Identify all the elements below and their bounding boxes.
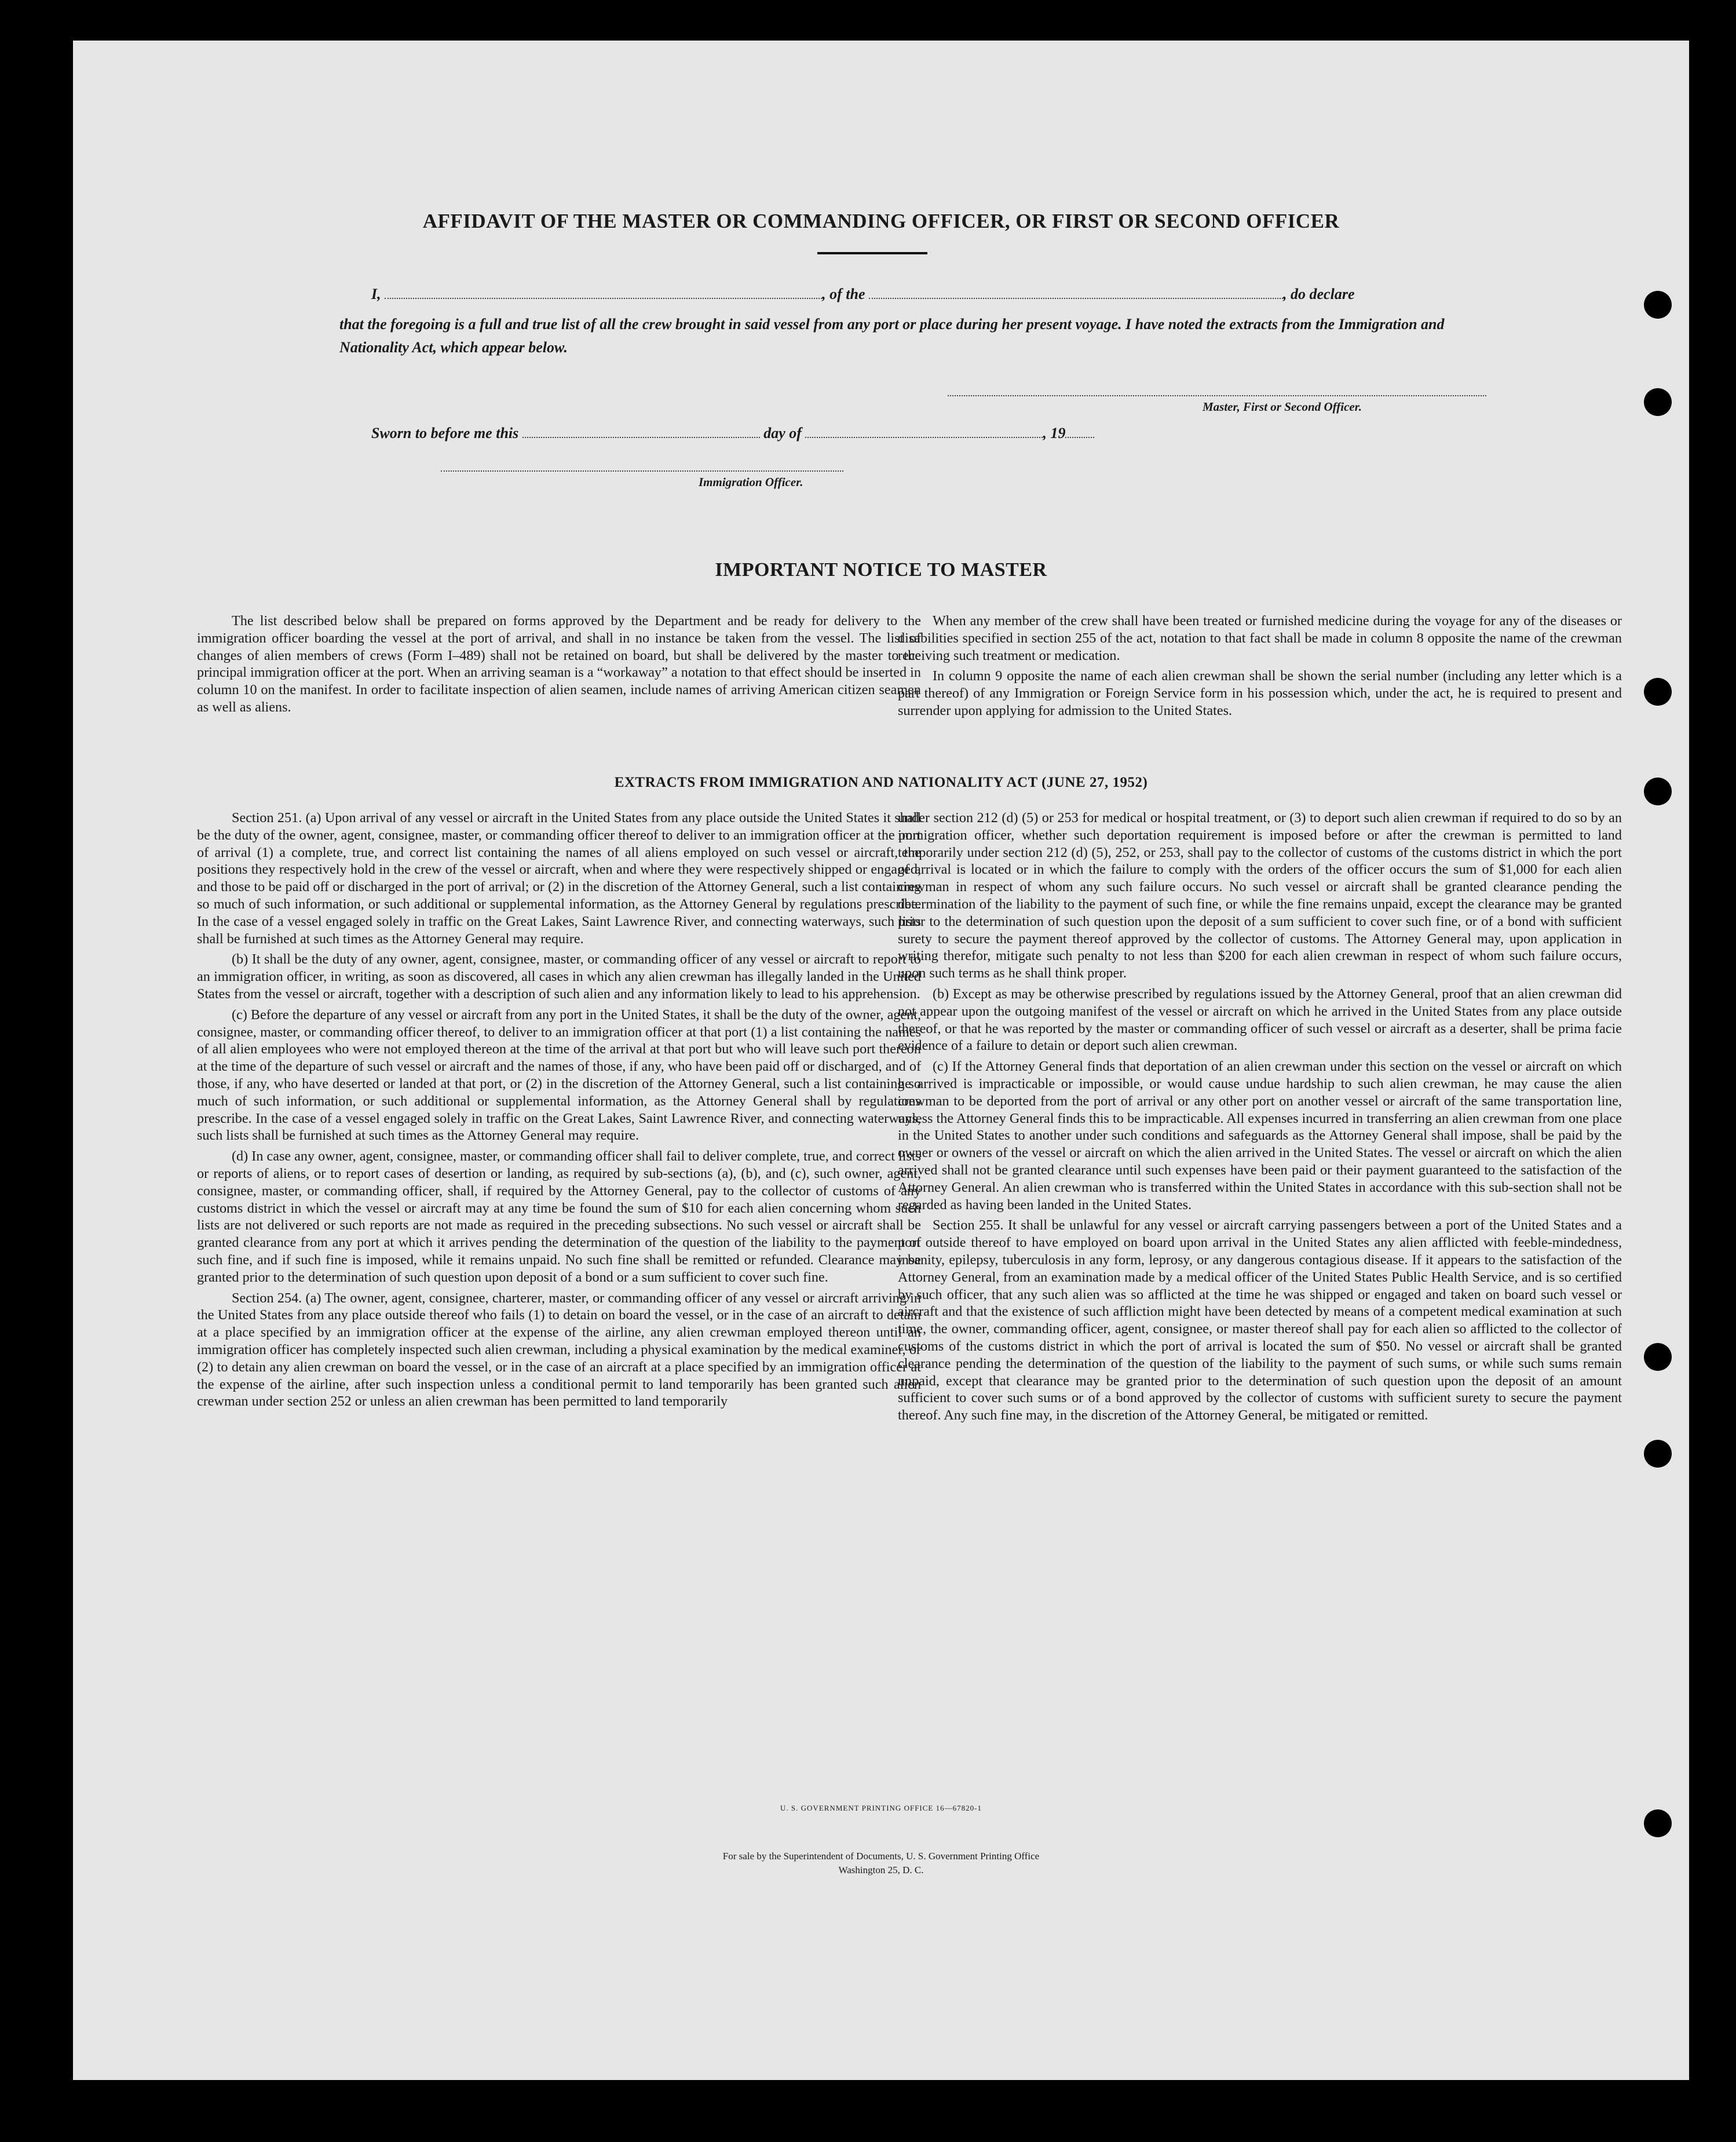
- binder-hole: [1644, 388, 1672, 416]
- notice-paragraph: In column 9 opposite the name of each alien crewman shall be shown the serial number (including any letter which is a part thereof) of any Immigration or Foreign Service form in his possession which, under the act, he is required to present and surrender upon applying for admission to the United States.: [898, 668, 1622, 718]
- section-251b-paragraph: (b) It shall be the duty of any owner, agent, consignee, master, or commanding officer of any vessel or aircraft to report to an immigration officer, in writing, as soon as discovered, all cases in which any alien crewman has illegally landed in the United States from the vessel or aircraft, together with a description of such alien and any information likely to lead to his apprehension.: [197, 951, 921, 1002]
- day-of-label: day of: [763, 425, 802, 441]
- extracts-right-column: [898, 809, 1622, 1428]
- master-signature-label: Master, First or Second Officer.: [1203, 400, 1362, 414]
- title-underline: [817, 252, 927, 254]
- printing-office-line: U. S. GOVERNMENT PRINTING OFFICE 16—67820-1: [780, 1804, 982, 1812]
- binder-hole: [1644, 1343, 1672, 1371]
- do-declare-label: , do declare: [1283, 286, 1355, 302]
- sworn-line: [371, 423, 1094, 442]
- binder-hole: [1644, 678, 1672, 706]
- sworn-day-field[interactable]: [522, 423, 760, 438]
- declaration-text: that the foregoing is a full and true list of all the crew brought in said vessel from any port or place during her present voyage. I have noted the extracts from the Immigration and Nationality Act, which appear below.: [339, 316, 1445, 356]
- section-254a-continued-paragraph: under section 212 (d) (5) or 253 for medical or hospital treatment, or (3) to deport such alien crewman if required to do so by an immigration officer, whether such deportation requirement is imposed before or after the crewman is permitted to land temporarily under section 212 (d) (5), 252, or 253, shall pay to the collector of customs of the customs district in which the port of arrival is located or in which the failure to comply with the orders of the officer occurs the sum of $1,000 for each alien crewman in respect of whom any such failure occurs. No such vessel or aircraft shall be granted clearance pending the determination of the liability to the payment of such fine, or while the fine remains unpaid, except the clearance may be granted prior to the determination of such question upon the deposit of a sum sufficient to cover such fine, or of a bond with sufficient surety to secure the payment thereof approved by the collector of customs. The Attorney General may, upon application in writing therefor, mitigate such penalty to not less than $200 for each alien crewman in respect of whom such failure occurs, upon such terms as he shall think proper.: [898, 810, 1622, 981]
- notice-title: IMPORTANT NOTICE TO MASTER: [715, 559, 1047, 581]
- extracts-title: EXTRACTS FROM IMMIGRATION AND NATIONALITY ACT (JUNE 27, 1952): [614, 775, 1148, 790]
- sworn-year-field[interactable]: [1065, 423, 1094, 438]
- sale-notice-line-1: For sale by the Superintendent of Documents, U. S. Government Printing Office: [722, 1851, 1040, 1862]
- section-255-paragraph: Section 255. It shall be unlawful for any vessel or aircraft carrying passengers between a port of the United States and a port outside thereof to have employed on board upon arrival in the United States any alien afflicted with feeble-mindedness, insanity, epilepsy, tuberculosis in any form, leprosy, or any dangerous contagious disease. If it appears to the satisfaction of the Attorney General, from an examination made by a medical officer of the United States Public Health Service, and is so certified by such officer, that any such alien was so afflicted at the time he was shipped or engaged and taken on board such vessel or aircraft and that the existence of such affliction might have been detected by means of a competent medical examination at such time, the owner, commanding officer, agent, consignee, or master thereof shall pay for each alien so afflicted to the collector of customs of the customs district in which the port of arrival is located the sum of $50. No vessel or aircraft shall be granted clearance pending the determination of the question of the liability to the payment of such sums, or while such sums remain unpaid, except that clearance may be granted prior to the determination of such question upon the deposit of an amount sufficient to cover such sums or of a bond approved by the collector of customs with sufficient surety to secure the payment thereof. Any such fine may, in the discretion of the Attorney General, be mitigated or remitted.: [898, 1217, 1622, 1424]
- section-254a-paragraph: Section 254. (a) The owner, agent, consignee, charterer, master, or commanding officer of any vessel or aircraft arriving in the United States from any place outside thereof who fails (1) to detain on board the vessel, or in the case of an aircraft to detain at a place specified by an immigration officer at the expense of the airline, any alien crewman employed thereon until an immigration officer has completely inspected such alien crewman, including a physical examination by the medical examiner, or (2) to detain any alien crewman on board the vessel, or in the case of an aircraft at a place specified by an immigration officer at the expense of the airline, after such inspection unless a conditional permit to land temporarily has been granted such alien crewman under section 252 or unless an alien crewman has been permitted to land temporarily: [197, 1290, 921, 1410]
- section-254b-paragraph: (b) Except as may be otherwise prescribed by regulations issued by the Attorney General, proof that an alien crewman did not appear upon the outgoing manifest of the vessel or aircraft on which he arrived in the United States from any place outside thereof, or that he was reported by the master or commanding officer of such vessel or aircraft as a deserter, shall be prima facie evidence of a failure to detain or deport such alien crewman.: [898, 986, 1622, 1054]
- section-251c-paragraph: (c) Before the departure of any vessel or aircraft from any port in the United States, it shall be the duty of the owner, agent, consignee, master, or commanding officer thereof, to deliver to an immigration officer at that port (1) a list containing the names of all alien employees who were not employed thereon at the time of the arrival at that port but who will leave such port thereon at the time of the departure of such vessel or aircraft and the names of those, if any, who have been paid off or discharged, and of those, if any, who have deserted or landed at that port, or (2) in the discretion of the Attorney General, such a list containing so much of such information, or such additional or supplemental information, as the Attorney General shall by regulations prescribe. In the case of a vessel engaged solely in traffic on the Great Lakes, Saint Lawrence River, and connecting waterways, such lists shall be furnished at such times as the Attorney General may require.: [197, 1006, 921, 1144]
- sworn-month-field[interactable]: [805, 423, 1043, 438]
- declaration-line: [371, 284, 1354, 303]
- binder-hole: [1644, 1809, 1672, 1837]
- section-251a-paragraph: Section 251. (a) Upon arrival of any vessel or aircraft in the United States from any place outside the United States it shall be the duty of the owner, agent, consignee, master, or commanding officer thereof to deliver to an immigration officer at the port of arrival (1) a complete, true, and correct list containing the names of all aliens employed on such vessel or aircraft, the positions they respectively hold in the crew of the vessel or aircraft, when and where they were respectively shipped or engaged, and those to be paid off or discharged in the port of arrival; or (2) in the discretion of the Attorney General, such a list containing so much of such information, or such additional or supplemental information, as the Attorney General by regulations prescribe. In the case of a vessel engaged solely in traffic on the Great Lakes, Saint Lawrence River, and connecting waterways, such lists shall be furnished at such times as the Attorney General may require.: [197, 810, 921, 947]
- notice-right-column: [898, 612, 1622, 723]
- immigration-officer-signature-line[interactable]: [441, 470, 843, 472]
- of-the-label: , of the: [822, 286, 865, 302]
- binder-hole: [1644, 1440, 1672, 1468]
- notice-paragraph: The list described below shall be prepared on forms approved by the Department and be ready for delivery to the immigration officer boarding the vessel at the port of arrival, and shall in no instance be taken from the vessel. The list of changes of alien members of crews (Form I–489) shall not be retained on board, but shall be delivered by the master to the principal immigration officer at the port. When an arriving seaman is a “workaway” a notation to that effect should be inserted in column 10 on the manifest. In order to facilitate inspection of alien seamen, include names of arriving American citizen seamen as well as aliens.: [197, 613, 921, 715]
- binder-hole: [1644, 291, 1672, 319]
- sale-notice-line-2: Washington 25, D. C.: [838, 1864, 924, 1875]
- master-signature-line[interactable]: [948, 395, 1486, 396]
- i-label: I,: [371, 286, 381, 302]
- section-254c-paragraph: (c) If the Attorney General finds that deportation of an alien crewman under this section on the vessel or aircraft on which he arrived is impracticable or impossible, or would cause undue hardship to such alien crewman, he may cause the alien crewman to be deported from the port of arrival or any other port on another vessel or aircraft of the same transportation line, unless the Attorney General finds this to be impracticable. All expenses incurred in transferring an alien crewman from one place in the United States to another under such conditions and safeguards as the Attorney General shall impose, shall be paid by the owner or owners of the vessel or aircraft on which the alien arrived in the United States. The vessel or aircraft on which the alien arrived shall not be granted clearance until such expenses have been paid or their payment guaranteed to the satisfaction of the Attorney General. An alien crewman who is transferred within the United States in accordance with this sub-section shall not be regarded as having been landed in the United States.: [898, 1059, 1622, 1213]
- notice-left-column: [197, 612, 921, 720]
- binder-hole: [1644, 778, 1672, 805]
- name-field[interactable]: [385, 284, 822, 299]
- sworn-label: Sworn to before me this: [371, 425, 519, 441]
- extracts-left-column: [197, 809, 921, 1414]
- affidavit-title: AFFIDAVIT OF THE MASTER OR COMMANDING OFFICER, OR FIRST OR SECOND OFFICER: [422, 210, 1340, 232]
- section-251d-paragraph: (d) In case any owner, agent, consignee, master, or commanding officer shall fail to deliver complete, true, and correct lists or reports of aliens, or to report cases of desertion or landing, as required by sub-sections (a), (b), and (c), such owner, agent, consignee, master, or commanding officer, shall, if required by the Attorney General, pay to the collector of customs of any customs district in which the vessel or aircraft may at any time be found the sum of $10 for each alien concerning whom such lists are not delivered or such reports are not made as required in the preceding subsections. No such vessel or aircraft shall be granted clearance from any port at which it arrives pending the determination of the question of the liability to the payment of such fine, and if such fine is imposed, while it remains unpaid. No such fine shall be remitted or refunded. Clearance may be granted prior to the determination of such question upon deposit of a bond or a sum sufficient to cover such fine.: [197, 1148, 921, 1285]
- form-sheet: [73, 41, 1689, 2080]
- immigration-officer-label: Immigration Officer.: [699, 475, 803, 489]
- notice-paragraph: When any member of the crew shall have been treated or furnished medicine during the voyage for any of the diseases or disabilities specified in section 255 of the act, notation to that fact shall be made in column 8 opposite the name of the crewman receiving such treatment or medication.: [898, 613, 1622, 663]
- year-label: , 19: [1043, 425, 1066, 441]
- vessel-field[interactable]: [869, 284, 1283, 299]
